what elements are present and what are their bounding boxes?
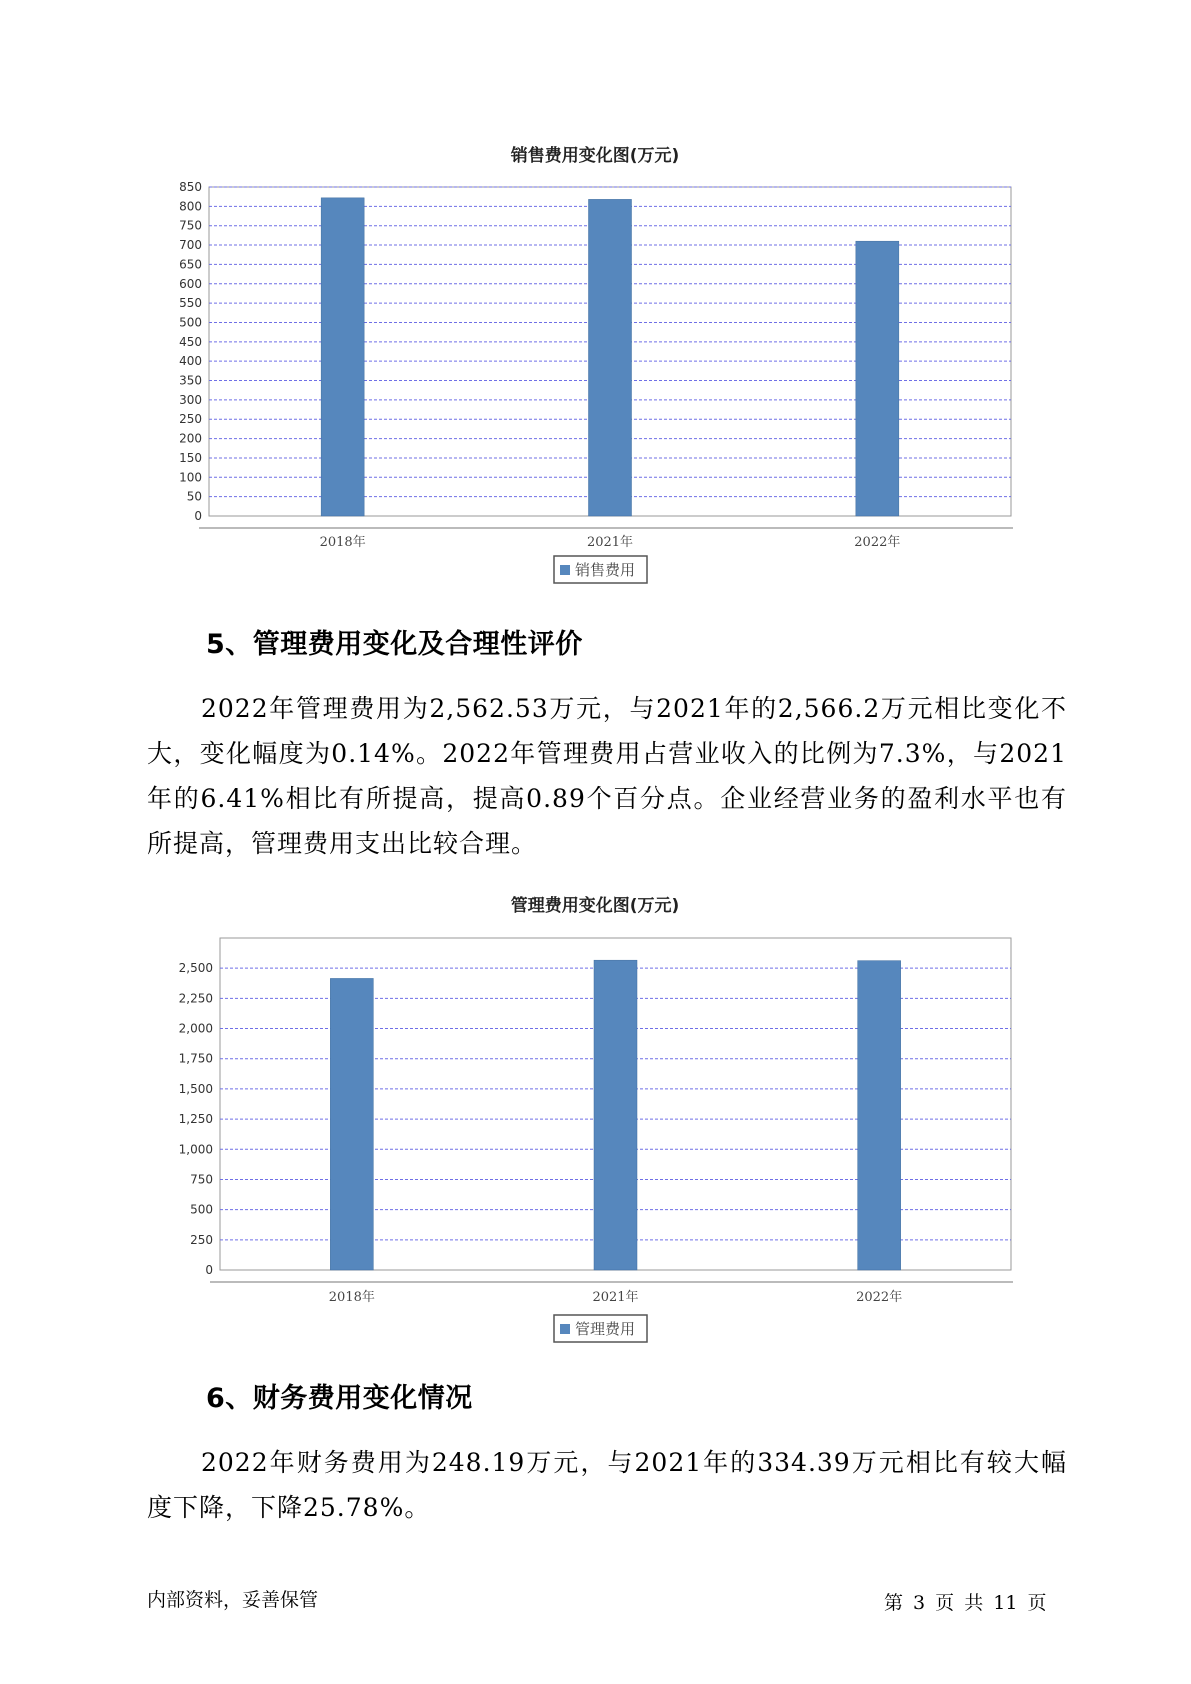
y-tick-label: 650 — [179, 257, 202, 272]
admin-expense-chart-svg — [0, 890, 1191, 1345]
bar — [856, 241, 899, 516]
y-tick-label: 300 — [179, 392, 202, 407]
y-tick-label: 1,750 — [178, 1051, 213, 1066]
y-tick-label: 0 — [194, 509, 202, 523]
y-tick-label: 350 — [179, 373, 202, 388]
x-tick-label: 2022年 — [856, 1290, 903, 1305]
legend-swatch — [560, 1324, 570, 1334]
bar — [330, 978, 373, 1270]
y-tick-label: 1,250 — [178, 1112, 213, 1127]
x-tick-label: 2018年 — [328, 1290, 375, 1305]
footer-confidential-note: 内部资料，妥善保管 — [147, 1589, 319, 1611]
section-6-paragraph: 2022年财务费用为248.19万元，与2021年的334.39万元相比有较大幅度下降，下降25.78%。 — [147, 1448, 1067, 1522]
admin-expense-chart — [0, 890, 1191, 1345]
y-tick-label: 100 — [179, 470, 202, 485]
x-tick-label: 2021年 — [586, 535, 634, 550]
y-tick-label: 400 — [179, 354, 202, 369]
x-tick-label: 2021年 — [592, 1290, 639, 1305]
y-tick-label: 450 — [179, 334, 202, 349]
sales-expense-chart — [0, 140, 1191, 595]
bar — [858, 961, 901, 1270]
x-tick-label: 2018年 — [319, 535, 366, 550]
legend-swatch — [560, 565, 570, 575]
y-tick-label: 600 — [179, 276, 202, 291]
sales-expense-chart-svg — [0, 140, 1191, 595]
y-tick-label: 750 — [179, 218, 202, 233]
y-tick-label: 250 — [190, 1232, 213, 1247]
section-5-heading: 5、管理费用变化及合理性评价 — [206, 629, 583, 660]
y-tick-label: 750 — [190, 1172, 213, 1187]
y-tick-label: 700 — [179, 238, 202, 253]
y-tick-label: 500 — [179, 315, 202, 330]
y-tick-label: 150 — [179, 450, 202, 465]
bar — [321, 198, 364, 516]
y-tick-label: 0 — [205, 1263, 213, 1277]
y-tick-label: 50 — [186, 489, 202, 504]
legend-label: 管理费用 — [575, 1320, 636, 1338]
y-tick-label: 2,250 — [178, 991, 213, 1006]
chart-title: 销售费用变化图(万元) — [510, 146, 680, 166]
y-tick-label: 250 — [179, 412, 202, 427]
y-tick-label: 800 — [179, 199, 202, 214]
y-tick-label: 550 — [179, 296, 202, 311]
y-tick-label: 850 — [179, 180, 202, 194]
y-tick-label: 2,500 — [178, 961, 213, 976]
y-tick-label: 2,000 — [178, 1021, 213, 1036]
y-tick-label: 1,500 — [178, 1081, 213, 1096]
y-tick-label: 1,000 — [178, 1142, 213, 1157]
section-5-paragraph: 2022年管理费用为2,562.53万元，与2021年的2,566.2万元相比变化不大，变化幅度为0.14%。2022年管理费用占营业收入的比例为7.3%，与2021年的6.41%相比有所提高，提高0.89个百分点。企业经营业务的盈利水平也有所提高，管理费用支出比较合理。 — [147, 694, 1067, 858]
chart-title: 管理费用变化图(万元) — [510, 896, 680, 916]
section-6-heading: 6、财务费用变化情况 — [206, 1383, 473, 1414]
legend-label: 销售费用 — [575, 561, 636, 579]
footer-page-number: 第 3 页 共 11 页 — [884, 1592, 1047, 1614]
y-tick-label: 500 — [190, 1202, 213, 1217]
bar — [594, 960, 637, 1270]
y-tick-label: 200 — [179, 431, 202, 446]
x-tick-label: 2022年 — [854, 535, 901, 550]
bar — [589, 199, 632, 516]
